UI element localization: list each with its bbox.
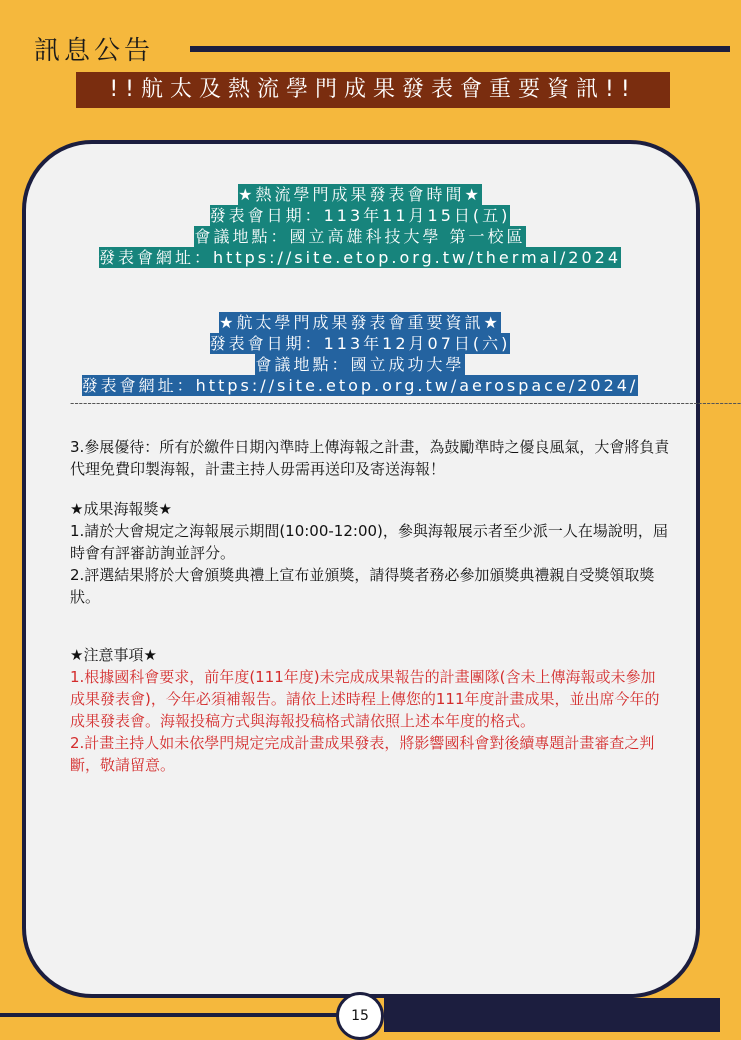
- aerospace-date: 發表會日期：113年12月07日(六): [209, 334, 511, 353]
- aerospace-heading: ★航太學門成果發表會重要資訊★: [219, 313, 501, 332]
- page-section-title: 訊息公告: [34, 36, 155, 66]
- notes-item-1: 1.根據國科會要求，前年度(111年度)未完成成果報告的計畫團隊(含未上傳海報或未參加成果發表會)，今年必須補報告。請依上述時程上傳您的111年度計畫成果，並出席今年的成果發表會。海報投稿方式與海報投稿格式請依照上述本年度的格式。: [70, 668, 660, 730]
- thermal-info-block: [0, 184, 720, 268]
- header-divider-line: [190, 46, 730, 52]
- aerospace-venue: 會議地點：國立成功大學: [255, 355, 465, 374]
- notes-section: [70, 644, 670, 776]
- notes-item-2: 2.計畫主持人如未依學門規定完成計畫成果發表，將影響國科會對後續專題計畫審查之判斷，敬請留意。: [70, 734, 655, 774]
- footer-bar-right: [384, 998, 720, 1032]
- poster-award-section: [70, 498, 670, 608]
- poster-award-item-1: 1.請於大會規定之海報展示期間(10:00-12:00)，參與海報展示者至少派一人在場說明，屆時會有評審訪詢並評分。: [70, 522, 668, 562]
- dashed-divider: -----------------------------------------------------------------------------------------------------------------------------------------------------------: [70, 396, 741, 410]
- poster-award-item-2: 2.評選結果將於大會頒獎典禮上宣布並頒獎，請得獎者務必參加頒獎典禮親自受獎領取獎狀。: [70, 566, 655, 606]
- announcement-banner: !!航太及熱流學門成果發表會重要資訊!!: [76, 72, 670, 108]
- page-number: 15: [336, 992, 384, 1040]
- thermal-venue: 會議地點：國立高雄科技大學 第一校區: [194, 227, 526, 246]
- aerospace-url[interactable]: 發表會網址：https://site.etop.org.tw/aerospace/2024/: [81, 376, 639, 395]
- section-3-paragraph: [70, 436, 670, 480]
- thermal-heading: ★熱流學門成果發表會時間★: [238, 185, 482, 204]
- thermal-date: 發表會日期：113年11月15日(五): [209, 206, 511, 225]
- notes-heading: ★注意事項★: [70, 646, 157, 664]
- footer-line-left: [0, 1013, 340, 1017]
- thermal-url[interactable]: 發表會網址：https://site.etop.org.tw/thermal/2024: [98, 248, 622, 267]
- section-3-text: 3.參展優待：所有於繳件日期內準時上傳海報之計畫，為鼓勵準時之優良風氣，大會將負責代理免費印製海報，計畫主持人毋需再送印及寄送海報！: [70, 438, 670, 478]
- poster-award-heading: ★成果海報獎★: [70, 500, 172, 518]
- aerospace-info-block: [0, 312, 720, 396]
